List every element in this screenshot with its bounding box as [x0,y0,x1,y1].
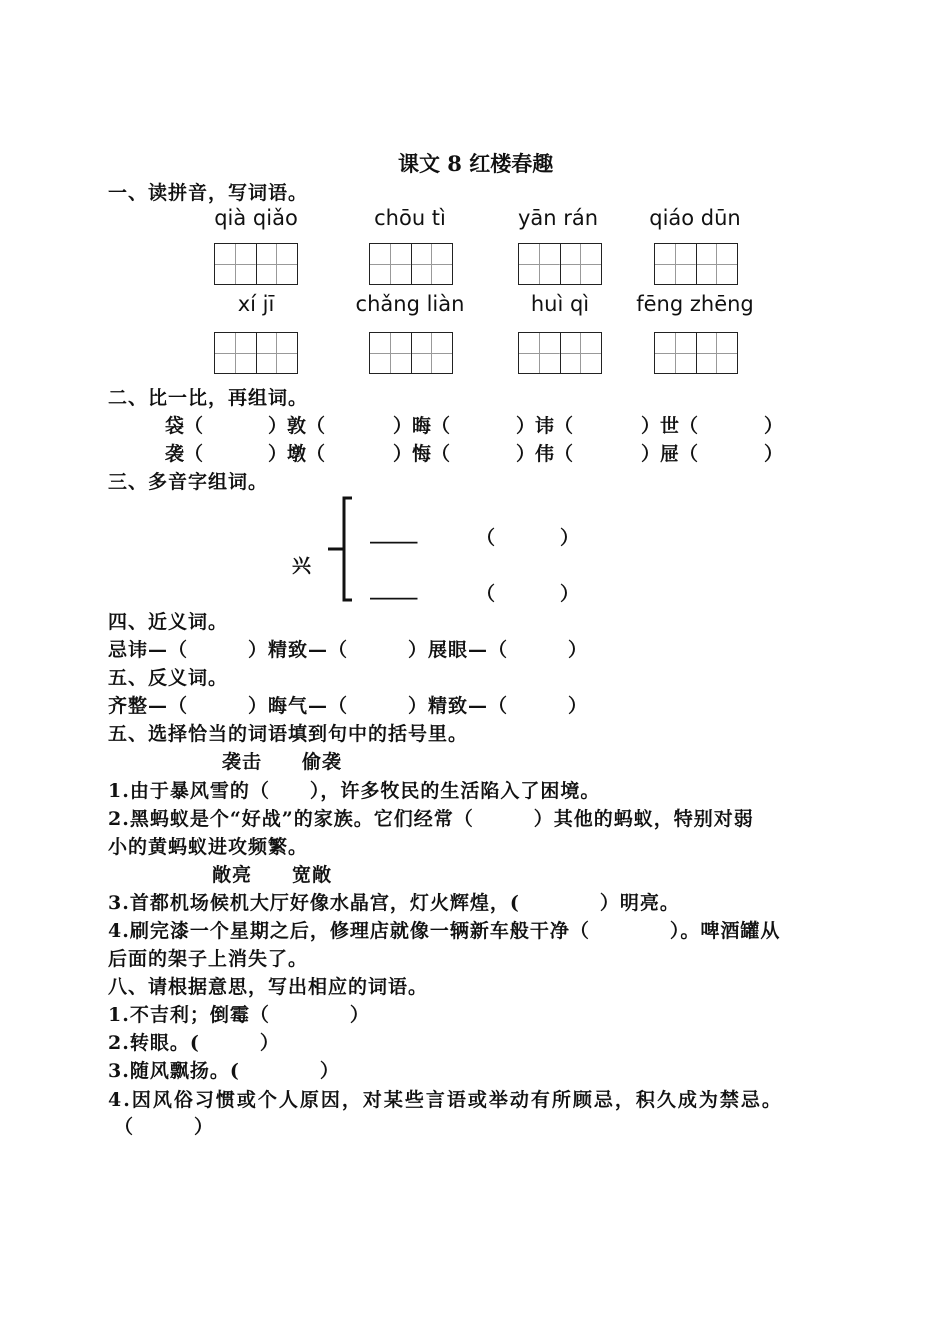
compare-cell: ）敦（ [268,415,326,437]
brace-icon [322,496,356,604]
writing-grid[interactable] [214,243,298,285]
meaning-4-answer: （ ） [114,1116,215,1138]
compare-cell: 袋（ [165,415,204,437]
word-choices-2: 敞亮 宽敞 [212,864,333,886]
paren-open: （ [476,527,496,549]
paren-open: （ [476,583,496,605]
pinyin-5: xí jī [237,292,275,316]
section-3-heading: 三、多音字组词。 [108,471,269,493]
synonym-line: 忌讳—（ ）精致—（ ）展眼—（ ） [108,639,589,661]
writing-grid[interactable] [214,332,298,374]
question-3: 3.首都机场候机大厅好像水晶宫，灯火辉煌，( ）明亮。 [108,892,680,914]
antonym-line: 齐整—（ ）晦气—（ ）精致—（ ） [108,695,589,717]
writing-grid[interactable] [518,332,602,374]
pinyin-8: fēng zhēng [636,292,754,316]
meaning-1: 1.不吉利；倒霉（ ） [108,1004,370,1026]
compare-cell: ）晦（ [393,415,451,437]
section-1-heading: 一、读拼音，写词语。 [108,182,309,204]
compare-cell: ）伟（ [516,443,574,465]
paren-close: ） [560,527,580,549]
pinyin-1: qià qiǎo [214,206,298,230]
question-2: 2.黑蚂蚁是个“好战”的家族。它们经常（ ）其他的蚂蚁，特别对弱 [108,808,754,830]
meaning-3: 3.随风飘扬。( ） [108,1060,340,1082]
question-4-cont: 后面的架子上消失了。 [108,948,309,970]
section-8-heading: 八、请根据意思，写出相应的词语。 [108,976,429,998]
pinyin-7: huì qì [530,292,590,316]
question-1: 1.由于暴风雪的（ ），许多牧民的生活陷入了困境。 [108,780,601,802]
compare-cell: ）悔（ [393,443,451,465]
paren-close: ） [560,583,580,605]
blank-line[interactable]: _____ [370,522,418,544]
section-2-heading: 二、比一比，再组词。 [108,387,309,409]
compare-cell: ） [764,443,784,465]
compare-cell: ）墩（ [268,443,326,465]
compare-cell: ）世（ [641,415,699,437]
writing-grid[interactable] [369,243,453,285]
blank-line[interactable]: _____ [370,578,418,600]
question-4: 4.刷完漆一个星期之后，修理店就像一辆新车般干净（ ）。啤酒罐从 [108,920,781,942]
writing-grid[interactable] [369,332,453,374]
compare-cell: ）讳（ [516,415,574,437]
compare-cell: ） [764,415,784,437]
page-title: 课文 8 红楼春趣 [398,151,554,176]
section-6-heading: 五、选择恰当的词语填到句中的括号里。 [108,723,469,745]
word-choices-1: 袭击 偷袭 [222,751,343,773]
pinyin-2: chōu tì [374,206,446,230]
pinyin-4: qiáo dūn [649,206,741,230]
compare-cell: 袭（ [165,443,204,465]
writing-grid[interactable] [654,332,738,374]
meaning-2: 2.转眼。( ） [108,1032,280,1054]
writing-grid[interactable] [654,243,738,285]
writing-grid[interactable] [518,243,602,285]
polyphone-char: 兴 [292,555,312,577]
pinyin-3: yān rán [517,206,599,230]
pinyin-6: chǎng liàn [355,292,465,316]
meaning-4: 4.因风俗习惯或个人原因，对某些言语或举动有所顾忌，积久成为禁忌。 [108,1089,783,1111]
question-2-cont: 小的黄蚂蚁进攻频繁。 [108,836,309,858]
compare-cell: ）屉（ [641,443,699,465]
section-4-heading: 四、近义词。 [108,611,229,633]
section-5-heading: 五、反义词。 [108,667,229,689]
